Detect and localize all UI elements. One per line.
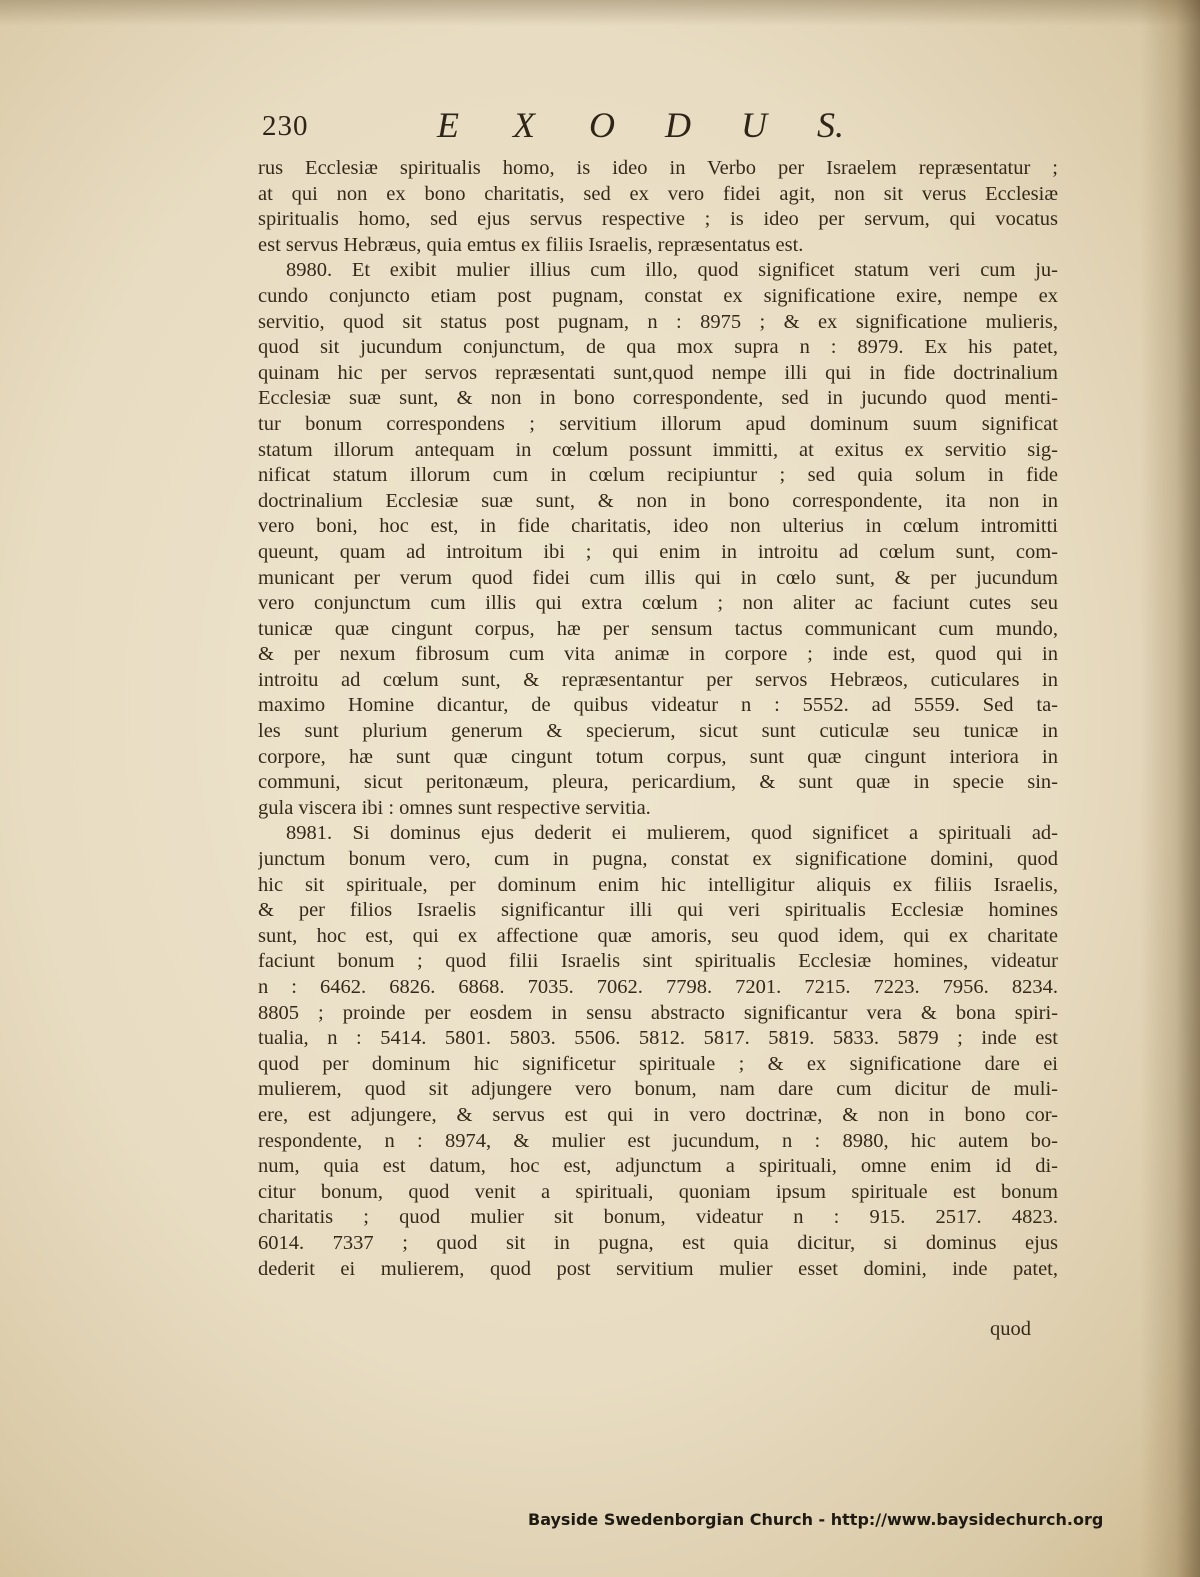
- text-line: tur bonum correspondens ; servitium illorum apud dominum suum significat: [258, 412, 1058, 435]
- text-line: sunt, hoc est, qui ex affectione quæ amoris, seu quod idem, qui ex charitate: [258, 924, 1058, 947]
- text-line: & per nexum fibrosum cum vita animæ in corpore ; inde est, quod qui in: [258, 643, 1058, 666]
- text-line: les sunt plurium generum & specierum, sicut sunt cuticulæ seu tunicæ in: [258, 720, 1058, 743]
- text-line: junctum bonum vero, cum in pugna, constat ex significatione domini, quod: [258, 848, 1058, 871]
- running-title-letter: O: [589, 105, 615, 145]
- text-line: hic sit spirituale, per dominum enim hic intelligitur aliquis ex filiis Israelis,: [258, 873, 1058, 896]
- text-line: municant per verum quod fidei cum illis qui in cœlo sunt, & per jucundum: [258, 566, 1058, 589]
- text-line: n : 6462. 6826. 6868. 7035. 7062. 7798. 7201. 7215. 7223. 7956. 8234.: [258, 976, 1058, 998]
- text-line: corpore, hæ sunt quæ cingunt totum corpus, sunt quæ cingunt interiora in: [258, 745, 1058, 768]
- text-line: est servus Hebræus, quia emtus ex filiis Israelis, repræsentatus est.: [258, 233, 804, 256]
- text-line: tunicæ quæ cingunt corpus, hæ per sensum tactus communicant cum mundo,: [258, 617, 1058, 640]
- text-line: 8980. Et exibit mulier illius cum illo, quod significet statum veri cum ju-: [286, 259, 1058, 282]
- watermark-footer: Bayside Swedenborgian Church - http://www.baysidechurch.org: [528, 1510, 1104, 1529]
- text-line: communi, sicut peritonæum, pleura, pericardium, & sunt quæ in specie sin-: [258, 771, 1058, 794]
- text-line: rus Ecclesiæ spiritualis homo, is ideo in Verbo per Israelem repræsentatur ;: [258, 157, 1058, 179]
- text-line: at qui non ex bono charitatis, sed ex vero fidei agit, non sit verus Ecclesiæ: [258, 182, 1058, 205]
- text-line: statum illorum antequam in cœlum possunt immitti, at exitus ex servitio sig-: [258, 438, 1058, 461]
- text-line: quod sit jucundum conjunctum, de qua mox supra n : 8979. Ex his patet,: [258, 336, 1058, 359]
- text-line: 8981. Si dominus ejus dederit ei mulierem, quod significet a spirituali ad-: [286, 822, 1058, 845]
- text-line: dederit ei mulierem, quod post servitium mulier esset domini, inde patet,: [258, 1257, 1058, 1280]
- text-line: nificat statum illorum cum in cœlum recipiuntur ; sed quia solum in fide: [258, 464, 1058, 487]
- page-header: [262, 104, 922, 150]
- text-line: charitatis ; quod mulier sit bonum, videatur n : 915. 2517. 4823.: [258, 1206, 1058, 1229]
- text-line: faciunt bonum ; quod filii Israelis sint spiritualis Ecclesiæ homines, videatur: [258, 950, 1058, 973]
- text-line: mulierem, quod sit adjungere vero bonum, nam dare cum dicitur de muli-: [258, 1078, 1058, 1101]
- text-line: quod per dominum hic significetur spirituale ; & ex significatione dare ei: [258, 1052, 1058, 1075]
- text-line: num, quia est datum, hoc est, adjunctum a spirituali, omne enim id di-: [258, 1155, 1058, 1178]
- text-line: spiritualis homo, sed ejus servus respective ; is ideo per servum, qui vocatus: [258, 208, 1058, 231]
- text-line: vero boni, hoc est, in fide charitatis, ideo non ulterius in cœlum intromitti: [258, 515, 1058, 538]
- binding-shadow: [1140, 0, 1200, 1577]
- catchword: quod: [990, 1318, 1031, 1340]
- text-line: queunt, quam ad introitum ibi ; qui enim in introitu ad cœlum sunt, com-: [258, 540, 1058, 563]
- text-line: 6014. 7337 ; quod sit in pugna, est quia dicitur, si dominus ejus: [258, 1231, 1058, 1254]
- running-title-letter: X: [513, 105, 535, 145]
- text-line: doctrinalium Ecclesiæ suæ sunt, & non in bono correspondente, ita non in: [258, 489, 1058, 512]
- text-line: gula viscera ibi : omnes sunt respective servitia.: [258, 796, 651, 819]
- text-line: quinam hic per servos repræsentati sunt,quod nempe illi qui in fide doctrinalium: [258, 361, 1058, 384]
- text-line: introitu ad cœlum sunt, & repræsentantur per servos Hebræos, cuticulares in: [258, 668, 1058, 691]
- text-line: Ecclesiæ suæ sunt, & non in bono correspondente, sed in jucundo quod menti-: [258, 387, 1058, 410]
- page-top-shadow: [0, 0, 1200, 26]
- text-line: & per filios Israelis significantur illi qui veri spiritualis Ecclesiæ homines: [258, 899, 1058, 922]
- page-number: 230: [262, 110, 309, 142]
- running-title: [437, 104, 893, 146]
- text-line: citur bonum, quod venit a spirituali, quoniam ipsum spirituale est bonum: [258, 1180, 1058, 1203]
- text-line: vero conjunctum cum illis qui extra cœlum ; non aliter ac faciunt cutes seu: [258, 592, 1058, 615]
- running-title-letter: E: [437, 105, 459, 145]
- text-line: maximo Homine dicantur, de quibus videatur n : 5552. ad 5559. Sed ta-: [258, 694, 1058, 717]
- text-line: ere, est adjungere, & servus est qui in vero doctrinæ, & non in bono cor-: [258, 1103, 1058, 1126]
- running-title-letter: D: [665, 105, 691, 145]
- text-line: 8805 ; proinde per eosdem in sensu abstracto significantur vera & bona spiri-: [258, 1001, 1058, 1024]
- text-line: servitio, quod sit status post pugnam, n : 8975 ; & ex significatione mulieris,: [258, 310, 1058, 333]
- running-title-letter: S.: [817, 105, 844, 145]
- text-line: cundo conjuncto etiam post pugnam, constat ex significatione exire, nempe ex: [258, 284, 1058, 307]
- text-line: respondente, n : 8974, & mulier est jucundum, n : 8980, hic autem bo-: [258, 1129, 1058, 1152]
- text-line: tualia, n : 5414. 5801. 5803. 5506. 5812. 5817. 5819. 5833. 5879 ; inde est: [258, 1027, 1058, 1050]
- body-text: [258, 156, 1058, 1282]
- running-title-letter: U: [741, 105, 767, 145]
